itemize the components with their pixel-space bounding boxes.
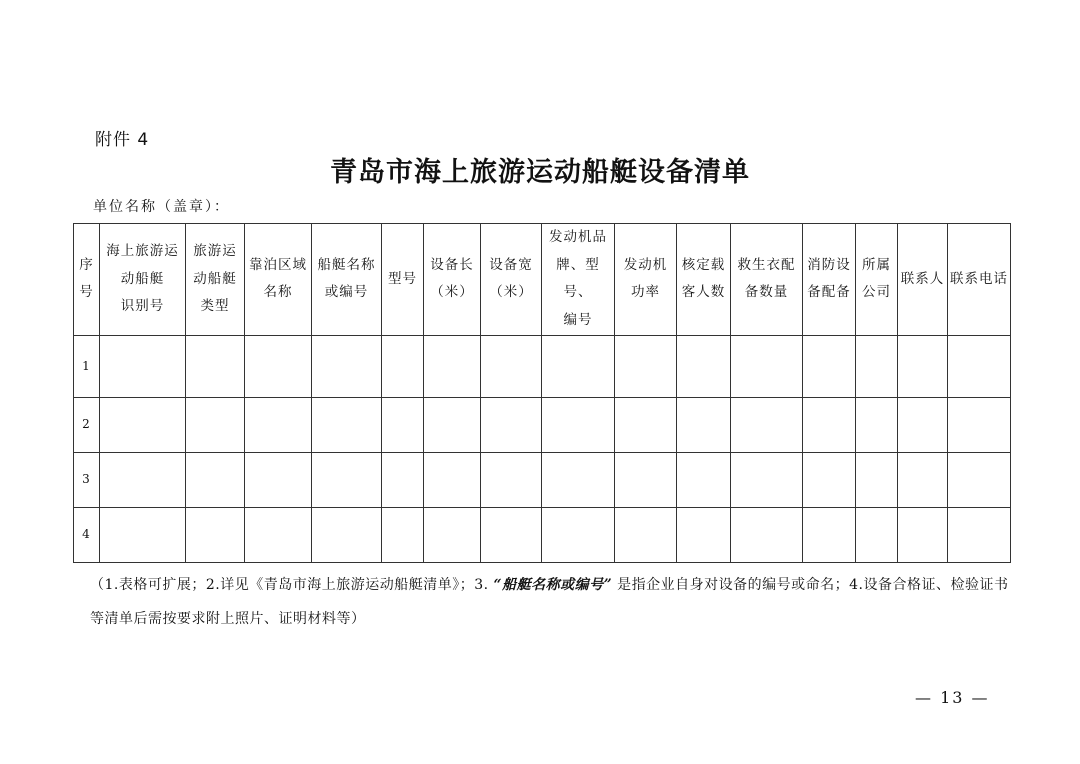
row-number: 2 — [74, 397, 100, 452]
table-cell[interactable] — [312, 335, 382, 397]
table-cell[interactable] — [948, 452, 1011, 507]
table-cell[interactable] — [856, 507, 898, 562]
col-header-capacity: 核定载 客人数 — [677, 224, 731, 336]
table-cell[interactable] — [100, 335, 186, 397]
table-cell[interactable] — [481, 452, 542, 507]
footnote — [90, 568, 1010, 636]
table-cell[interactable] — [677, 452, 731, 507]
table-cell[interactable] — [424, 335, 481, 397]
table-cell[interactable] — [615, 507, 677, 562]
row-number: 3 — [74, 452, 100, 507]
table-cell[interactable] — [803, 397, 856, 452]
table-cell[interactable] — [424, 397, 481, 452]
col-header-seq: 序 号 — [74, 224, 100, 336]
table-cell[interactable] — [481, 507, 542, 562]
col-header-fire-equipment: 消防设 备配备 — [803, 224, 856, 336]
table-row — [74, 397, 1011, 452]
table-cell[interactable] — [542, 397, 615, 452]
row-number: 4 — [74, 507, 100, 562]
col-header-engine-brand: 发动机品 牌、型号、 编号 — [542, 224, 615, 336]
table-cell[interactable] — [803, 335, 856, 397]
table-cell[interactable] — [382, 452, 424, 507]
footnote-emphasis: “船艇名称或编号” — [493, 577, 613, 593]
table-cell[interactable] — [731, 335, 803, 397]
col-header-width: 设备宽 （米） — [481, 224, 542, 336]
table-cell[interactable] — [245, 507, 312, 562]
table-header-row — [74, 224, 1011, 336]
table-cell[interactable] — [677, 507, 731, 562]
table-cell[interactable] — [186, 507, 245, 562]
table-cell[interactable] — [898, 507, 948, 562]
col-header-company: 所属 公司 — [856, 224, 898, 336]
table-cell[interactable] — [245, 452, 312, 507]
footnote-part-1: （1.表格可扩展；2.详见《青岛市海上旅游运动船艇清单》；3. — [90, 577, 494, 593]
attachment-label: 附件 4 — [95, 130, 150, 150]
col-header-boat-type: 旅游运 动船艇 类型 — [186, 224, 245, 336]
table-cell[interactable] — [186, 335, 245, 397]
table-cell[interactable] — [312, 507, 382, 562]
table-cell[interactable] — [731, 452, 803, 507]
table-cell[interactable] — [856, 397, 898, 452]
table-cell[interactable] — [312, 397, 382, 452]
table-cell[interactable] — [948, 335, 1011, 397]
col-header-boat-id: 海上旅游运 动船艇 识别号 — [100, 224, 186, 336]
table-cell[interactable] — [615, 452, 677, 507]
table-cell[interactable] — [481, 397, 542, 452]
col-header-contact: 联系人 — [898, 224, 948, 336]
col-header-berth-area: 靠泊区域 名称 — [245, 224, 312, 336]
table-row — [74, 452, 1011, 507]
table-cell[interactable] — [245, 397, 312, 452]
table-cell[interactable] — [100, 452, 186, 507]
table-cell[interactable] — [481, 335, 542, 397]
table-cell[interactable] — [898, 335, 948, 397]
col-header-model: 型号 — [382, 224, 424, 336]
table-cell[interactable] — [803, 452, 856, 507]
table-cell[interactable] — [424, 452, 481, 507]
table-cell[interactable] — [542, 507, 615, 562]
table-cell[interactable] — [731, 397, 803, 452]
row-number: 1 — [74, 335, 100, 397]
table-cell[interactable] — [948, 507, 1011, 562]
table-cell[interactable] — [542, 452, 615, 507]
table-cell[interactable] — [186, 397, 245, 452]
table-row — [74, 507, 1011, 562]
table-cell[interactable] — [615, 335, 677, 397]
table-cell[interactable] — [382, 507, 424, 562]
equipment-table — [73, 223, 1011, 563]
page-number: — 13 — — [915, 688, 990, 707]
col-header-phone: 联系电话 — [948, 224, 1011, 336]
col-header-engine-power: 发动机 功率 — [615, 224, 677, 336]
unit-name-label: 单位名称（盖章）： — [93, 199, 230, 215]
col-header-boat-name: 船艇名称 或编号 — [312, 224, 382, 336]
table-cell[interactable] — [731, 507, 803, 562]
table-cell[interactable] — [542, 335, 615, 397]
footnote-part-2: 是指企业自身对设备的编号或命名；4.设备合格证、检验证书等清单后需按要求附上照片、证明材料等） — [90, 577, 1009, 627]
table-cell[interactable] — [898, 397, 948, 452]
table-cell[interactable] — [100, 507, 186, 562]
table-row — [74, 335, 1011, 397]
table-cell[interactable] — [382, 397, 424, 452]
table-cell[interactable] — [677, 397, 731, 452]
col-header-lifejackets: 救生衣配 备数量 — [731, 224, 803, 336]
table-cell[interactable] — [312, 452, 382, 507]
page-title: 青岛市海上旅游运动船艇设备清单 — [330, 157, 750, 188]
table-cell[interactable] — [186, 452, 245, 507]
table-cell[interactable] — [677, 335, 731, 397]
table-cell[interactable] — [424, 507, 481, 562]
table-cell[interactable] — [100, 397, 186, 452]
table-cell[interactable] — [856, 452, 898, 507]
table-cell[interactable] — [856, 335, 898, 397]
table-cell[interactable] — [948, 397, 1011, 452]
table-cell[interactable] — [245, 335, 312, 397]
table-cell[interactable] — [382, 335, 424, 397]
table-cell[interactable] — [898, 452, 948, 507]
table-cell[interactable] — [615, 397, 677, 452]
table-cell[interactable] — [803, 507, 856, 562]
col-header-length: 设备长 （米） — [424, 224, 481, 336]
